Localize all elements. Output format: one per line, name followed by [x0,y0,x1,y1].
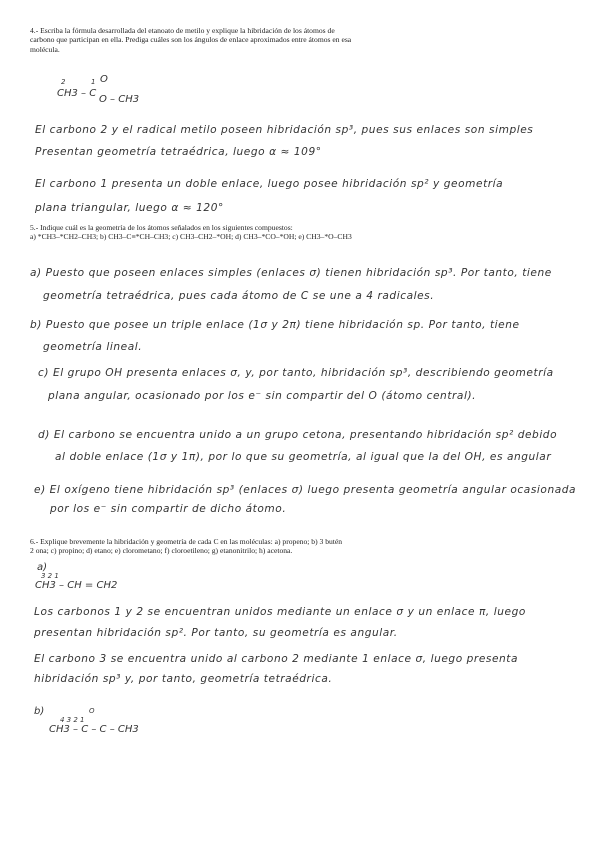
q4-answer-1-line-1: El carbono 2 y el radical metilo poseen hibridación sp³, pues sus enlaces son simples [35,124,534,136]
q6-b-oxygen: O [89,707,95,715]
q5-answer-c-line-1: c) El grupo OH presenta enlaces σ, y, por tanto, hibridación sp³, describiendo geometría [38,367,554,379]
question-5-prompt [30,223,390,242]
q5-answer-b-line-2: geometría lineal. [43,341,143,353]
q6-answer-a-line-3: El carbono 3 se encuentra unido al carbono 2 mediante 1 enlace σ, luego presenta [34,653,519,665]
q4-formula: CH3 – C [57,88,97,99]
q4-formula-number-1: 1 [91,78,96,86]
q5-answer-d-line-2: al doble enlace (1σ y 1π), por lo que su geometría, al igual que la del OH, es angular [55,451,552,463]
q4-answer-2-line-1: El carbono 1 presenta un doble enlace, luego posee hibridación sp² y geometría [35,178,504,190]
q6-answer-a-line-1: Los carbonos 1 y 2 se encuentran unidos mediante un enlace σ y un enlace π, luego [34,606,526,618]
q4-answer-1-line-2: Presentan geometría tetraédrica, luego α ≈ 109° [35,146,322,158]
question-6-prompt [30,537,390,556]
q6-prompt-line-2: 2 ona; c) propino; d) etano; e) clorometano; f) cloroetileno; g) etanonitrilo; h) acetona. [30,546,293,556]
q5-answer-e-line-1: e) El oxígeno tiene hibridación sp³ (enlaces σ) luego presenta geometría angular ocasionada [34,484,577,496]
q4-prompt-line-3: molécula. [30,44,60,54]
q6-a-carbon-numbers: 3 2 1 [41,572,59,580]
q4-formula-ester: O – CH3 [99,94,140,105]
q4-answer-2-line-2: plana triangular, luego α ≈ 120° [35,202,224,214]
q6-b-carbon-numbers: 4 3 2 1 [60,716,85,724]
q5-prompt-line-2: a) *CH3–*CH2–CH3; b) CH3–C≡*CH–CH3; c) CH3–CH2–*OH; d) CH3–*CO–*OH; e) CH3–*O–CH3 [30,232,352,242]
q4-formula-number-2: 2 [61,78,66,86]
q5-answer-b-line-1: b) Puesto que posee un triple enlace (1σ y 2π) tiene hibridación sp. Por tanto, tiene [30,319,520,331]
q5-answer-a-line-1: a) Puesto que poseen enlaces simples (enlaces σ) tienen hibridación sp³. Por tanto, tiene [30,267,552,279]
q5-answer-e-line-2: por los e⁻ sin compartir de dicho átomo. [50,503,287,515]
q6-b-formula: CH3 – C – C – CH3 [49,724,139,735]
question-4-prompt [30,26,390,54]
q4-formula-oxygen: O [100,74,108,85]
q6-answer-a-line-2: presentan hibridación sp². Por tanto, su geometría es angular. [34,627,398,639]
q4-prompt-line-2: carbono que participan en ella. Prediga cuáles son los ángulos de enlace aproximados entre átomos en esa [30,35,352,45]
q5-answer-c-line-2: plana angular, ocasionado por los e⁻ sin compartir del O (átomo central). [48,390,477,402]
q6-answer-a-line-4: hibridación sp³ y, por tanto, geometría tetraédrica. [34,673,333,685]
q4-prompt-line-1: 4.- Escriba la fórmula desarrollada del etanoato de metilo y explique la hibridación de los átomos de [30,26,335,35]
q6-prompt-line-1: 6.- Explique brevemente la hibridación y geometría de cada C en las moléculas: a) propeno; b) 3 butén [30,537,343,546]
q6-a-label: a) [37,562,48,573]
q6-b-label: b) [34,706,45,717]
q5-answer-d-line-1: d) El carbono se encuentra unido a un grupo cetona, presentando hibridación sp² debido [38,429,558,441]
q6-a-formula: CH3 – CH = CH2 [35,580,118,591]
q5-answer-a-line-2: geometría tetraédrica, pues cada átomo de C se une a 4 radicales. [43,290,435,302]
q5-prompt-line-1: 5.- Indique cuál es la geometría de los átomos señalados en los siguientes compuestos: [30,223,293,232]
